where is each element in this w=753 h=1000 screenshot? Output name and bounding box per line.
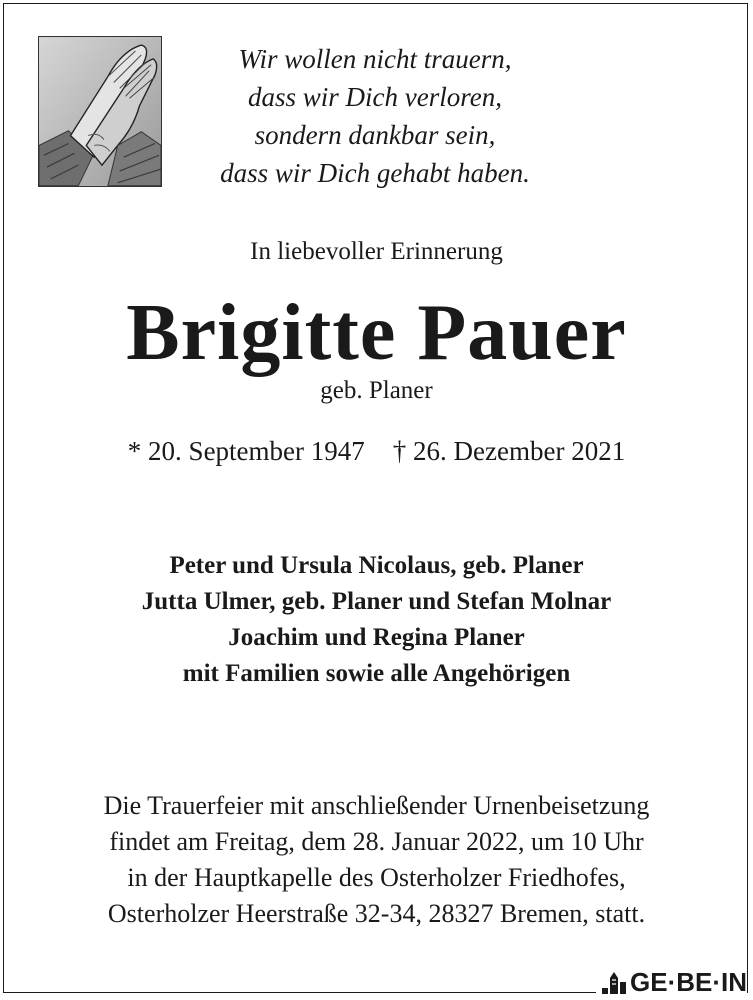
mourner-line: Joachim und Regina Planer	[228, 624, 525, 651]
deceased-name: Brigitte Pauer	[126, 289, 627, 377]
poem-line: Wir wollen nicht trauern,	[238, 44, 512, 74]
gebein-logo-icon	[600, 968, 628, 996]
life-dates	[0, 436, 753, 467]
death-date: † 26. Dezember 2021	[392, 436, 626, 466]
poem	[180, 40, 570, 192]
mourners-list	[0, 548, 753, 692]
intro-text: In liebevoller Erinnerung	[250, 238, 503, 265]
poem-line: dass wir Dich verloren,	[248, 82, 502, 112]
ceremony-line: Osterholzer Heerstraße 32-34, 28327 Bremen, statt.	[107, 899, 646, 928]
ceremony-info	[0, 788, 753, 932]
mourner-line: Peter und Ursula Nicolaus, geb. Planer	[169, 552, 584, 579]
ceremony-line: findet am Freitag, dem 28. Januar 2022, um 10 Uhr	[109, 827, 644, 856]
poem-line: sondern dankbar sein,	[254, 120, 496, 150]
gebein-logo-text: GE·BE·IN	[630, 966, 747, 997]
poem-line: dass wir Dich gehabt haben.	[220, 158, 530, 188]
praying-hands-icon	[38, 36, 162, 187]
birth-date: * 20. September 1947	[127, 436, 365, 466]
maiden-name: geb. Planer	[320, 377, 433, 404]
ceremony-line: Die Trauerfeier mit anschließender Urnenbeisetzung	[103, 791, 650, 820]
mourner-line: mit Familien sowie alle Angehörigen	[182, 660, 571, 687]
ceremony-line: in der Hauptkapelle des Osterholzer Friedhofes,	[127, 863, 626, 892]
gebein-logo	[596, 966, 747, 998]
mourner-line: Jutta Ulmer, geb. Planer und Stefan Molnar	[141, 588, 612, 615]
